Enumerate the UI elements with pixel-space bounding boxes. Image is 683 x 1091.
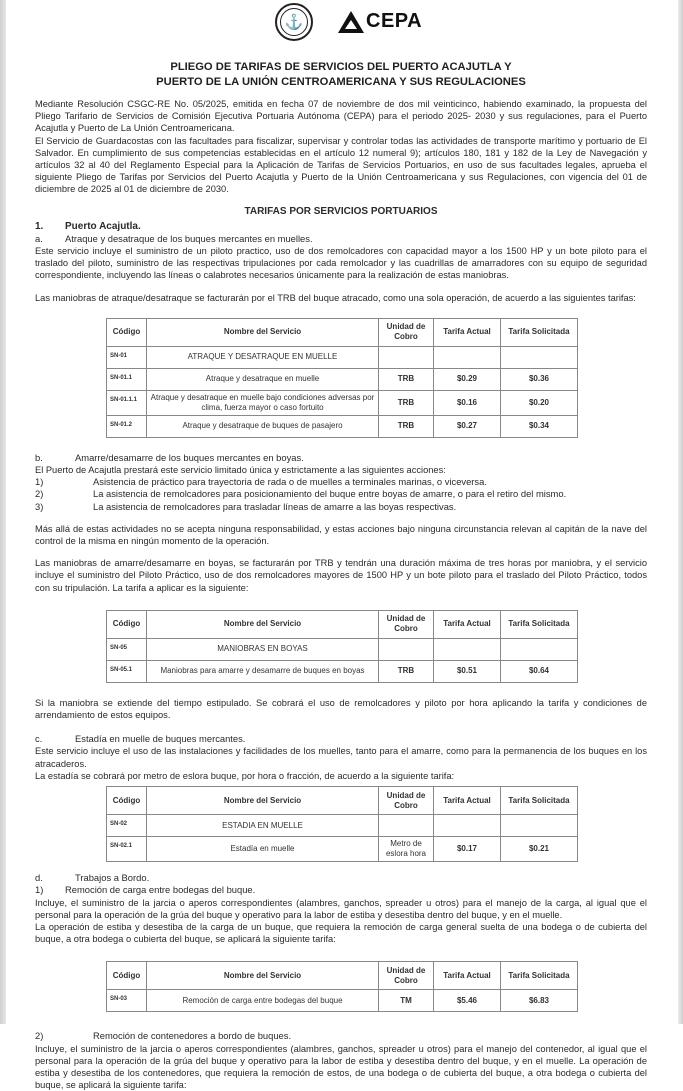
section-c-paragraph-1: Este servicio incluye el uso de las instalaciones y facilidades de los muelles, tanto para el amarre, como para la permanencia de los buques en los atracaderos. bbox=[35, 746, 647, 769]
header-unidad: Unidad de Cobro bbox=[379, 318, 434, 346]
document-title: PLIEGO DE TARIFAS DE SERVICIOS DEL PUERTO ACAJUTLA Y PUERTO DE LA UNIÓN CENTROAMERICANA Y SUS REGULACIONES bbox=[156, 61, 526, 88]
port-heading: 1. Puerto Acajutla. bbox=[35, 220, 141, 232]
section-c-paragraph-2: La estadía se cobrará por metro de eslora buque, por hora o fracción, de acuerdo a la siguiente tarifa: bbox=[35, 770, 455, 781]
header-codigo: Código bbox=[107, 318, 147, 346]
section-b-paragraph-4: Si la maniobra se extiende del tiempo estipulado. Se cobrará el uso de remolcadores y piloto por hora aplicando la tarifa y condiciones de arrendamiento de estos equipos. bbox=[35, 697, 647, 721]
section-b-paragraph-1: El Puerto de Acajutla prestará este servicio limitado única y estrictamente a las siguientes acciones: bbox=[35, 465, 446, 476]
list-item: 1) Asistencia de práctico para trayectoria de rada o de muelles a terminales marinas, o viceversa. bbox=[35, 476, 487, 488]
section-d2-paragraph-1: Incluye, el suministro de la jarcia o aperos correspondientes (alambres, ganchos, spreader u otros) para el manejo del contenedor, al igual que el personal para la operación de la grúa del buque y operativo para la labor de estiba y desestiba dentro del buque, y en el muelle. La operación de estiba y desestiba de los contenedores, que requiera la remoción de estos, de una bodega o de cubierta del buque, a otra bodega o cubierta del buque, se aplicará la siguiente tarifa: bbox=[35, 1043, 647, 1091]
table-row: SN-01.2 Atraque y desatraque de buques de pasajero TRB $0.27 $0.34 bbox=[107, 415, 578, 437]
section-a-paragraph-2: Las maniobras de atraque/desatraque se facturarán por el TRB del buque atracado, como una sola operación, de acuerdo a las siguientes tarifas: bbox=[35, 292, 636, 303]
section-b-paragraph-2: Más allá de estas actividades no se acepta ninguna responsabilidad, y estas acciones bajo ninguna circunstancia relevan al capitán de la nave del control de la misma en ningún momento de la operación. bbox=[35, 523, 647, 547]
tariff-table-atraque bbox=[106, 318, 578, 438]
table-header-row: Código Nombre del Servicio Unidad de Cobro Tarifa Actual Tarifa Solicitada bbox=[107, 962, 578, 990]
table-row: SN-02.1 Estadía en muelle Metro de eslora hora $0.17 $0.21 bbox=[107, 837, 578, 862]
tariff-table-remocion-carga bbox=[106, 961, 578, 1012]
list-item: 2) La asistencia de remolcadores para posicionamiento del buque entre boyas de amarre, o para el retiro del mismo. bbox=[35, 488, 567, 500]
tariff-table-boyas bbox=[106, 610, 578, 683]
section-c-heading: c. Estadía en muelle de buques mercantes. bbox=[35, 733, 246, 745]
section-d1-paragraph-2: La operación de estiba y desestiba de la carga de un buque, que requiera la remoción de carga general suelta de una bodega o de cubierta del buque, a otra bodega o cubierta del buque, se aplicará la siguiente tarifa: bbox=[35, 921, 647, 945]
tariff-table-estadia bbox=[106, 786, 578, 862]
cepa-triangle-icon bbox=[338, 11, 364, 33]
document-page bbox=[35, 0, 647, 1091]
table-header-row bbox=[107, 318, 578, 346]
section-b-heading: b. Amarre/desamarre de los buques mercantes en boyas. bbox=[35, 451, 304, 463]
table-header-row: Código Nombre del Servicio Unidad de Cobro Tarifa Actual Tarifa Solicitada bbox=[107, 787, 578, 815]
intro-paragraph-1: Mediante Resolución CSGC-RE No. 05/2025, emitida en fecha 07 de noviembre de dos mil veinticinco, habiendo examinado, la propuesta del Pliego Tarifario de Servicios de Comisión Ejecutiva Portuaria Autónoma (CEPA) para el periodo 2025- 2030 y sus regulaciones, para el Puerto Acajutla y Puerto de La Unión Centroamericana. bbox=[35, 99, 647, 134]
section-d1-heading: 1) Remoción de carga entre bodegas del buque. bbox=[35, 884, 256, 896]
section-d2-heading: 2) Remoción de contenedores a bordo de buques. bbox=[35, 1030, 292, 1042]
header-nombre: Nombre del Servicio bbox=[147, 318, 379, 346]
header-actual: Tarifa Actual bbox=[434, 318, 501, 346]
table-header-row: Código Nombre del Servicio Unidad de Cobro Tarifa Actual Tarifa Solicitada bbox=[107, 610, 578, 638]
section-d-heading: d. Trabajos a Bordo. bbox=[35, 872, 150, 884]
table-row: SN-01 ATRAQUE Y DESATRAQUE EN MUELLE bbox=[107, 346, 578, 368]
section-d1-paragraph-1: Incluye, el suministro de la jarcia o aperos correspondientes (alambres, ganchos, spreader u otros) para el manejo de la carga, al igual que el personal para la operación de la grúa del buque y operativo para la labor de estiba y desestiba dentro del buque, y en el muelle. bbox=[35, 897, 647, 920]
list-item: 3) La asistencia de remolcadores para trasladar líneas de amarre a las boyas respectivas. bbox=[35, 500, 457, 512]
table-row: SN-01.1 Atraque y desatraque en muelle TRB $0.29 $0.36 bbox=[107, 368, 578, 390]
table-row: SN-05.1 Maniobras para amarre y desamarre de buques en boyas TRB $0.51 $0.64 bbox=[107, 660, 578, 682]
section-a-heading: a. Atraque y desatraque de los buques mercantes en muelles. bbox=[35, 232, 313, 244]
cepa-logo bbox=[338, 10, 422, 33]
anchor-icon: ⚓ bbox=[280, 8, 308, 36]
page-edge-left bbox=[0, 0, 6, 1024]
cepa-logo-text: CEPA bbox=[366, 10, 423, 32]
page-edge-right bbox=[678, 0, 683, 1024]
section-title: TARIFAS POR SERVICIOS PORTUARIOS bbox=[244, 205, 438, 217]
guardacostas-seal bbox=[275, 3, 313, 41]
table-row: SN-05 MANIOBRAS EN BOYAS bbox=[107, 638, 578, 660]
header-solicitada: Tarifa Solicitada bbox=[501, 318, 578, 346]
section-b-paragraph-3: Las maniobras de amarre/desamarre en boyas, se facturarán por TRB y tendrán una duración máxima de tres horas por maniobra, y el servicio incluye el suministro del Piloto Práctico, uso de dos remolcadores mayores de 1500 HP y un bote piloto para el traslado del Piloto Práctico, todos con su tripulación. La tarifa a aplicar es la siguiente: bbox=[35, 558, 647, 593]
header-logos bbox=[35, 0, 647, 48]
section-a-paragraph-1: Este servicio incluye el suministro de un piloto practico, uso de dos remolcadores con capacidad mayor a los 1500 HP y un bote piloto para el traslado del piloto, suministro de las respectivas tripulaciones por cada remolcador y las cuadrillas de amarradores con su equipo de seguridad correspondiente, incluyendo las líneas o calabrotes necesarios únicamente para la realización de estas maniobras. bbox=[35, 246, 647, 281]
table-row: SN-01.1.1 Atraque y desatraque en muelle bajo condiciones adversas por clima, fuerza mayor o caso fortuito TRB $0.16 $0.20 bbox=[107, 390, 578, 415]
intro-paragraph-2: El Servicio de Guardacostas con las facultades para fiscalizar, supervisar y controlar todas las actividades de transporte marítimo y portuario de El Salvador. En cumplimiento de sus competencias establecidas en el artículo 12 numeral 9); artículos 180, 181 y 182 de la Ley de Navegación y artículos 32 al 40 del Reglamento Especial para la Aplicación de Tarifas de Servicios Portuarios, en uso de sus facultades legales, aprueba el siguiente Pliego de Tarifas por Servicios del Puerto Acajutla y Puerto de la Unión Centroamericana y sus Regulaciones, con vigencia del 01 de diciembre de 2025 al 01 de diciembre de 2030. bbox=[35, 135, 647, 195]
table-row: SN-02 ESTADIA EN MUELLE bbox=[107, 815, 578, 837]
table-row: SN-03 Remoción de carga entre bodegas del buque TM $5.46 $6.83 bbox=[107, 990, 578, 1012]
